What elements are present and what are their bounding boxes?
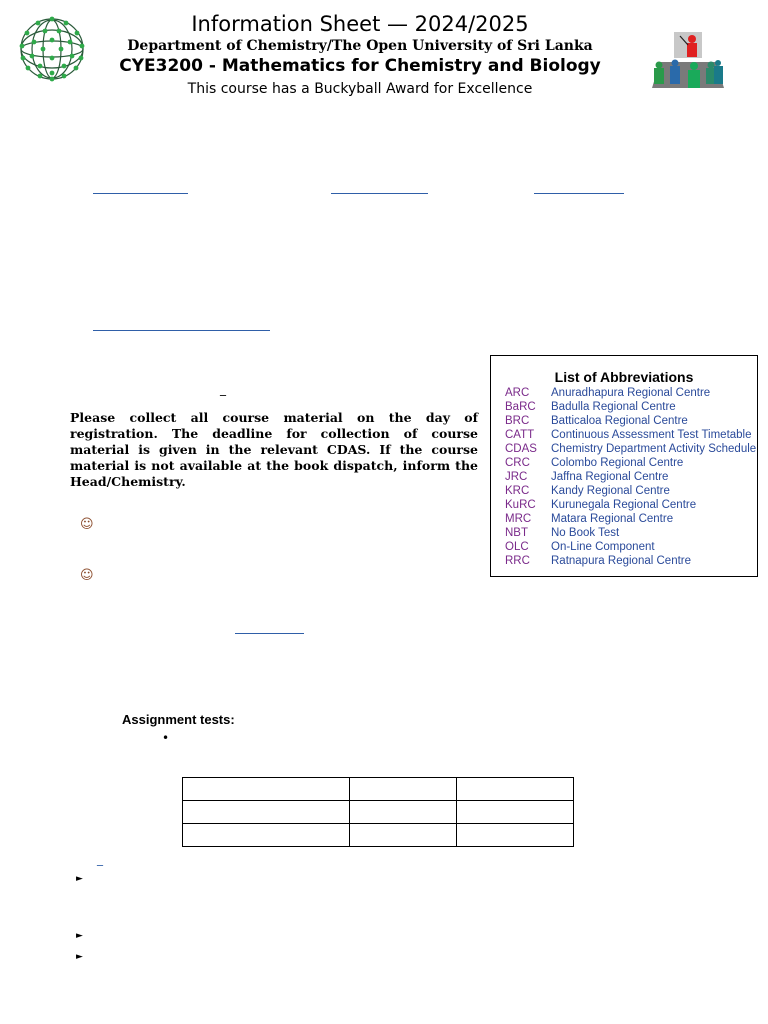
abbr-code: CATT (505, 429, 535, 441)
list-item (505, 400, 756, 414)
abbr-code: CDAS (505, 443, 537, 455)
table-row (183, 801, 574, 824)
abbr-code: OLC (505, 541, 529, 553)
abbr-desc: Ratnapura Regional Centre (551, 555, 692, 567)
abbr-code: CRC (505, 457, 530, 469)
abbr-desc: Colombo Regional Centre (551, 457, 684, 469)
list-item (505, 428, 756, 442)
abbr-desc: Kurunegala Regional Centre (551, 499, 697, 511)
table-cell (457, 801, 574, 824)
arrow-bullet-icon: ► (76, 874, 83, 884)
arrow-bullet-icon: ► (76, 931, 83, 941)
table-cell (350, 801, 457, 824)
abbr-code: NBT (505, 527, 528, 539)
abbr-desc: On-Line Component (551, 541, 655, 553)
table-row (183, 778, 574, 801)
abbr-code: MRC (505, 513, 532, 525)
abbr-code: BRC (505, 415, 530, 427)
dash-mark: _ (97, 852, 103, 866)
page-title: Information Sheet — 2024/2025 (191, 12, 529, 36)
link-underline-3[interactable] (534, 193, 624, 194)
list-item (505, 484, 756, 498)
link-underline-1[interactable] (93, 193, 188, 194)
link-underline-4[interactable] (93, 330, 270, 331)
list-item (505, 442, 756, 456)
table-row (183, 824, 574, 847)
list-item (505, 540, 756, 554)
abbr-desc: No Book Test (551, 527, 620, 539)
abbr-desc: Chemistry Department Activity Schedule (551, 443, 757, 455)
abbr-desc: Batticaloa Regional Centre (551, 415, 688, 427)
abbr-desc: Anuradhapura Regional Centre (551, 387, 711, 399)
list-item (505, 414, 756, 428)
smiley-icon: ☺ (80, 517, 94, 532)
award-note: This course has a Buckyball Award for Excellence (187, 81, 533, 97)
link-underline-2[interactable] (331, 193, 428, 194)
list-item (505, 456, 756, 470)
abbreviations-box (490, 355, 758, 577)
course-title: CYE3200 - Mathematics for Chemistry and Biology (119, 56, 601, 76)
abbr-desc: Badulla Regional Centre (551, 401, 676, 413)
abbr-code: BaRC (505, 401, 536, 413)
table-cell (183, 824, 350, 847)
abbr-desc: Continuous Assessment Test Timetable (551, 429, 752, 441)
arrow-bullet-icon: ► (76, 952, 83, 962)
abbr-code: KRC (505, 485, 530, 497)
abbr-desc: Jaffna Regional Centre (551, 471, 669, 483)
abbreviations-title: List of Abbreviations (554, 369, 694, 385)
table-cell (183, 778, 350, 801)
bullet-icon: • (162, 731, 170, 745)
list-item (505, 554, 756, 568)
dash-mark: _ (220, 382, 226, 396)
table-cell (350, 778, 457, 801)
classroom-logo (652, 30, 724, 90)
abbr-code: JRC (505, 471, 528, 483)
abbr-desc: Matara Regional Centre (551, 513, 674, 525)
list-item (505, 386, 756, 400)
table-cell (457, 778, 574, 801)
link-underline-5[interactable] (235, 633, 304, 634)
department-name: Department of Chemistry/The Open University of Sri Lanka (127, 38, 593, 54)
list-item (505, 498, 756, 512)
assignment-tests-table (182, 777, 574, 847)
table-cell (457, 824, 574, 847)
table-cell (350, 824, 457, 847)
smiley-icon: ☺ (80, 568, 94, 583)
collection-notice: Please collect all course material on the day of registration. The deadline for collection of course material is given in the relevant CDAS. If the course material is not available at the book dispatch, inform the Head/Chemistry. (70, 410, 478, 489)
abbr-code: KuRC (505, 499, 536, 511)
abbr-code: RRC (505, 555, 530, 567)
table-cell (183, 801, 350, 824)
list-item (505, 470, 756, 484)
assignment-tests-label: Assignment tests: (122, 712, 235, 727)
list-item (505, 526, 756, 540)
list-item (505, 512, 756, 526)
abbr-desc: Kandy Regional Centre (551, 485, 670, 497)
abbr-code: ARC (505, 387, 530, 399)
abbreviations-list (505, 386, 756, 568)
